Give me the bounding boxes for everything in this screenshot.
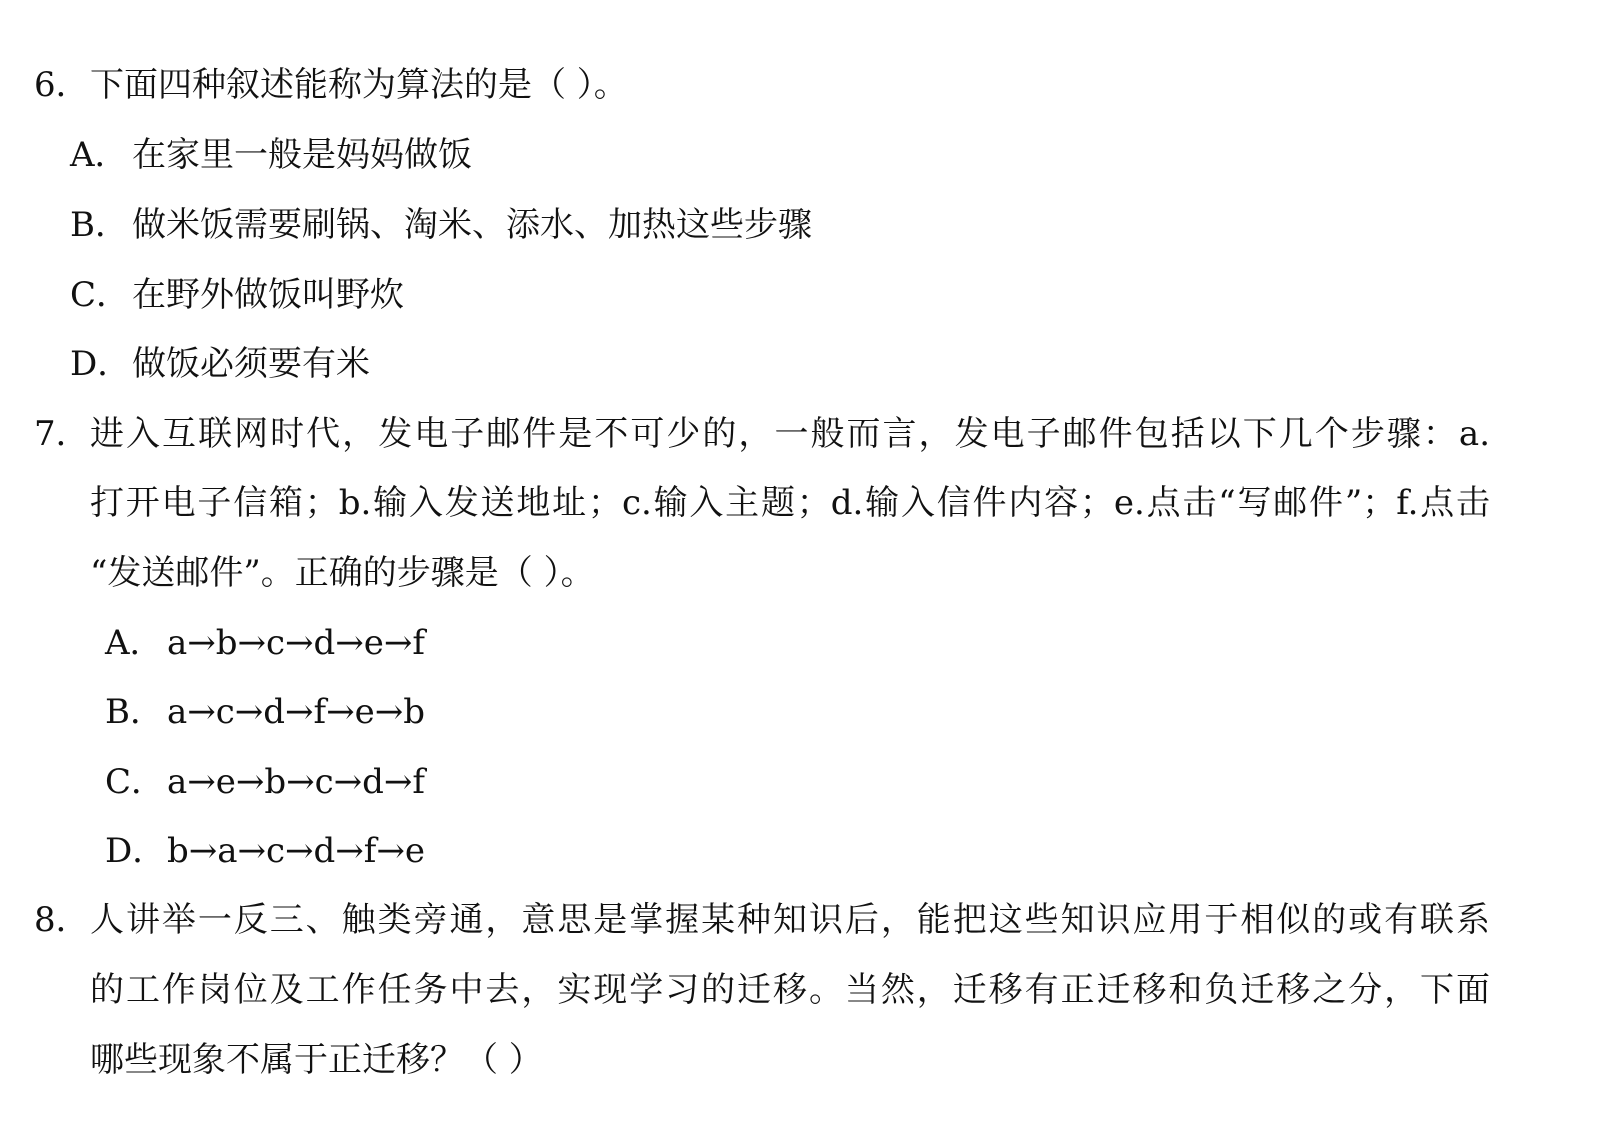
option-letter: D． (70, 344, 132, 384)
option-text: a→b→c→d→e→f (167, 623, 425, 663)
option-a (105, 621, 425, 665)
option-text: 做米饭需要刷锅、淘米、添水、加热这些步骤 (132, 205, 812, 245)
question-stem-line-1: 人讲举一反三、触类旁通，意思是掌握某种知识后，能把这些知识应用于相似的或有联系 (90, 900, 1490, 940)
option-a (70, 133, 472, 177)
question-stem-line-2: 打开电子信箱；b.输入发送地址；c.输入主题；d.输入信件内容；e.点击“写邮件”；f.点击 (90, 483, 1490, 523)
question-stem-line-2: 的工作岗位及工作任务中去，实现学习的迁移。当然，迁移有正迁移和负迁移之分，下面 (90, 970, 1490, 1010)
option-text: 在家里一般是妈妈做饭 (132, 135, 472, 175)
option-d (105, 829, 425, 873)
option-letter: B． (70, 205, 129, 245)
option-b (105, 690, 425, 734)
option-text: a→c→d→f→e→b (167, 692, 425, 732)
question-number: 8． (34, 900, 90, 940)
option-text: b→a→c→d→f→e (167, 831, 425, 871)
question-stem-line-1: 进入互联网时代，发电子邮件是不可少的，一般而言，发电子邮件包括以下几个步骤：a. (90, 414, 1490, 454)
option-letter: D． (105, 831, 167, 871)
question-stem-line-3: “发送邮件”。正确的步骤是（ ）。 (90, 553, 595, 593)
option-c (105, 760, 425, 804)
question-number: 7． (34, 414, 90, 454)
option-text: 做饭必须要有米 (132, 344, 370, 384)
question-stem-line-3: 哪些现象不属于正迁移？（ ） (90, 1040, 543, 1080)
option-letter: C． (70, 275, 131, 315)
option-c (70, 273, 404, 317)
question-stem: 下面四种叙述能称为算法的是（ ）。 (90, 65, 628, 105)
option-letter: A． (105, 623, 164, 663)
question-number: 6． (34, 65, 90, 105)
option-letter: C． (105, 762, 166, 802)
option-text: 在野外做饭叫野炊 (132, 275, 404, 315)
option-letter: A． (70, 135, 129, 175)
option-b (70, 203, 812, 247)
option-d (70, 342, 370, 386)
option-letter: B． (105, 692, 164, 732)
option-text: a→e→b→c→d→f (167, 762, 425, 802)
